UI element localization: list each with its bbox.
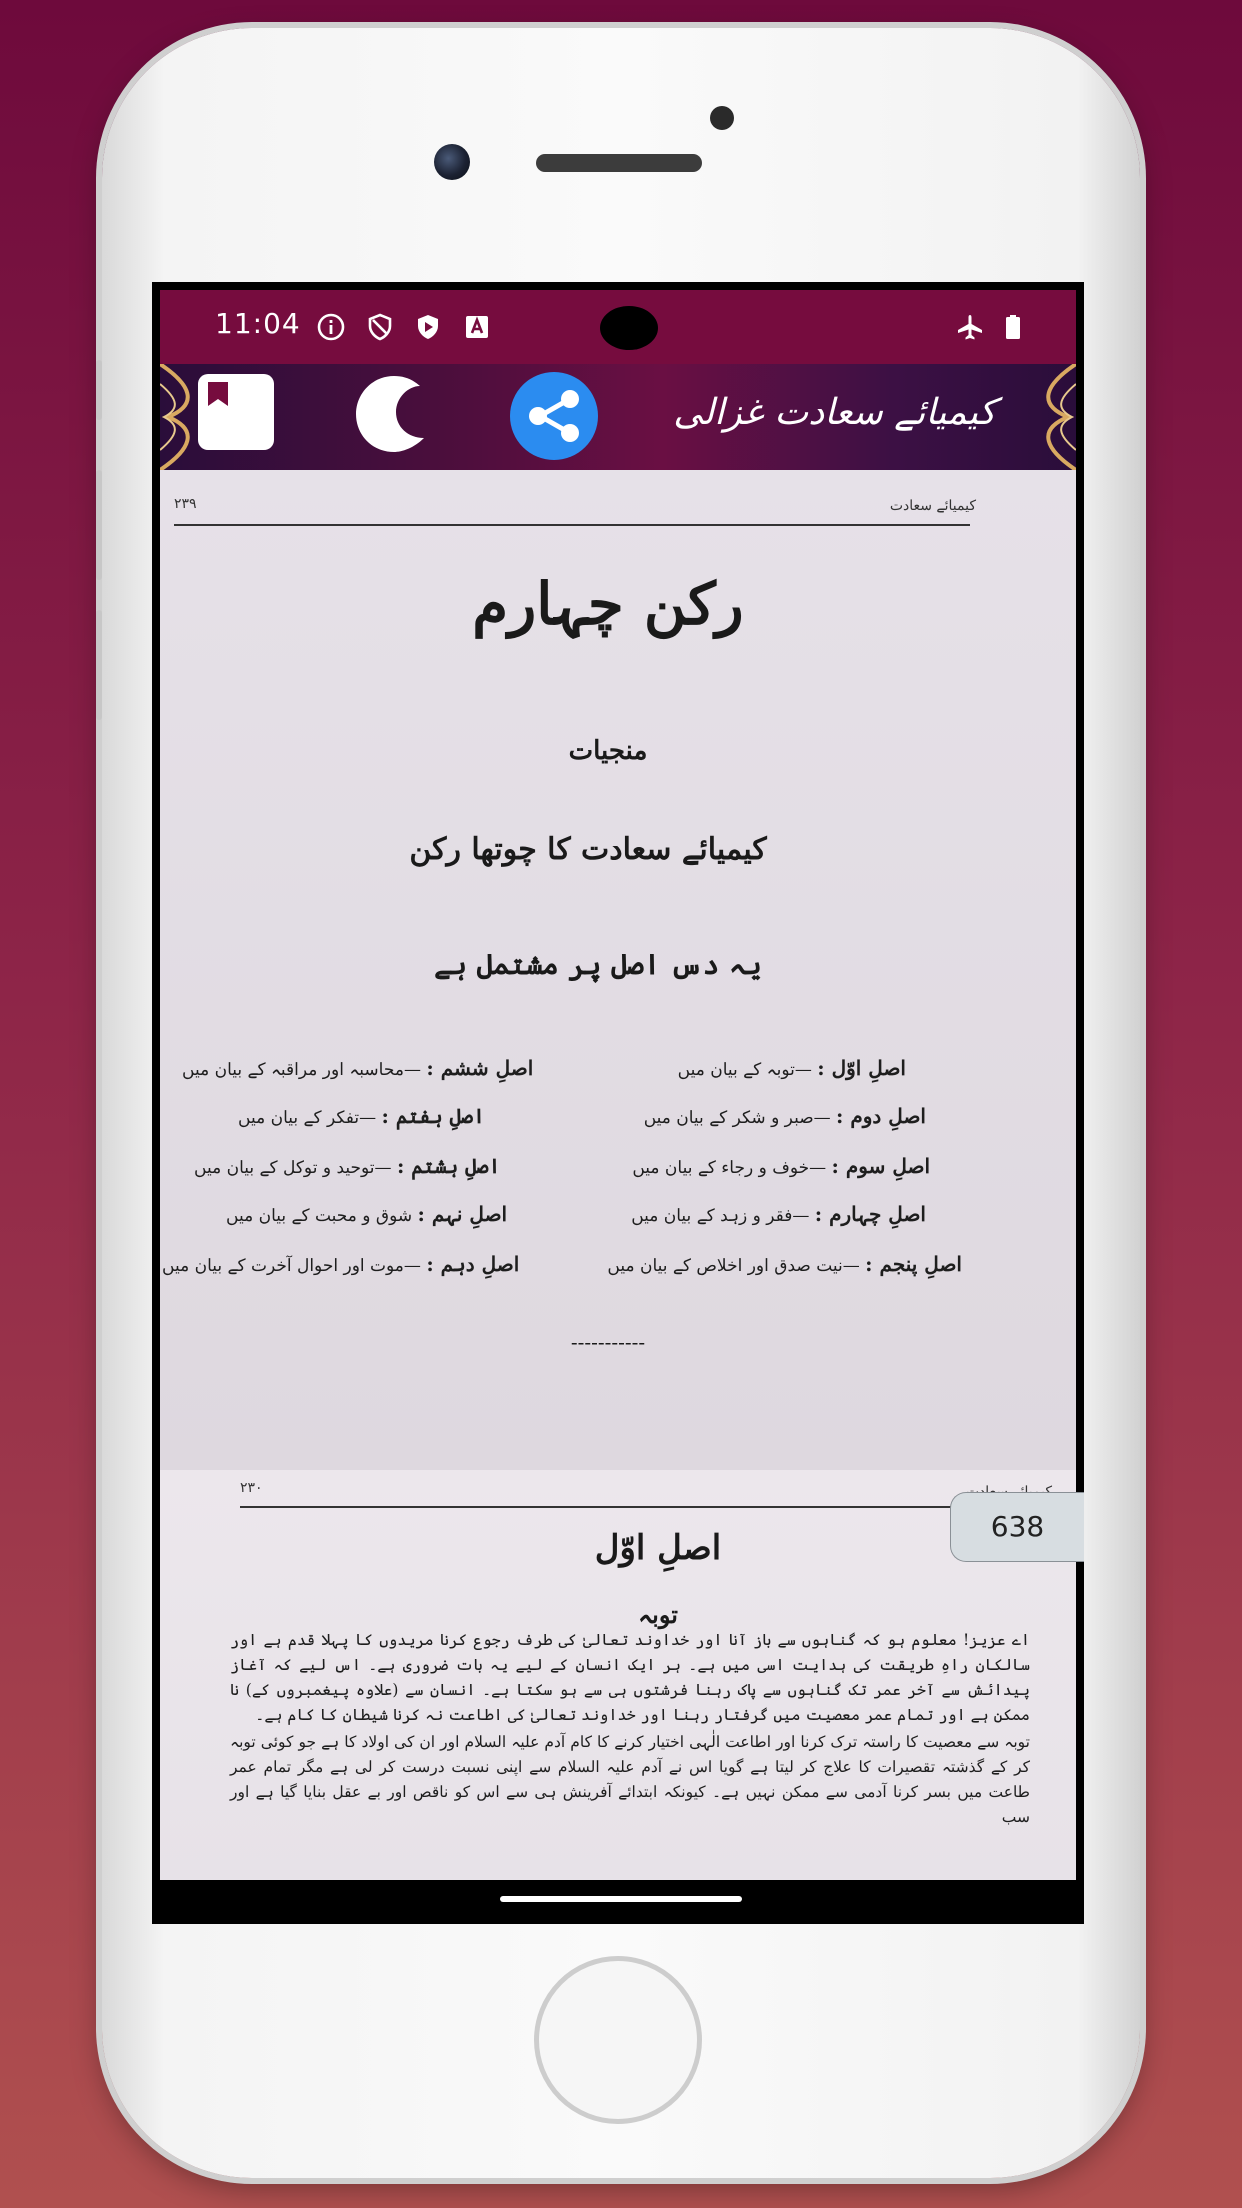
page-number-indicator[interactable]: 638: [950, 1492, 1084, 1562]
ten-principles-line: یہ دس اصل پر مشتمل ہے: [434, 948, 762, 981]
bookmark-button[interactable]: [198, 374, 274, 450]
app-toolbar: [160, 364, 1076, 470]
camera-cutout: [600, 306, 658, 350]
list-item: اصلِ چہارم : —فقر و زہد کے بیان میں: [631, 1202, 926, 1226]
play-protect-icon: [413, 312, 443, 342]
section-divider: -----------: [570, 1330, 646, 1354]
list-item: اصلِ دوم : —صبر و شکر کے بیان میں: [643, 1104, 926, 1128]
front-camera: [434, 144, 470, 180]
bookmark-icon: [198, 374, 274, 450]
section-heading: اصلِ اوّل: [594, 1528, 722, 1568]
page-number: ۲۳۹: [174, 496, 197, 512]
page-number: ۲۳۰: [240, 1480, 263, 1496]
header-rule: [240, 1506, 1070, 1508]
list-item: اصلِ سوم : —خوف و رجاء کے بیان میں: [632, 1154, 930, 1178]
body-paragraph: اے عزیز! معلوم ہو کہ گناہوں سے باز آنا اور خداوند تعالیٰ کی طرف رجوع کرنا مریدوں کا پہلا قدم ہے اور سالکان راہِ طریقت کی ہدایت اسی میں ہے۔ ہر ایک انسان کے لیے یہ بات ضروری ہے۔ اس لیے کہ آغاز پیدائش سے آخر عمر تک گناہوں سے پاک رہنا فرشتوں ہی سے ہو سکتا ہے۔ انسان سے (علاوہ پیغمبروں کے) نا ممکن ہے اور تمام عمر معصیت میں گرفتار رہنا اور خداوند تعالیٰ کی اطاعت نہ کرنا شیطان کا کام ہے۔: [230, 1631, 1030, 1724]
list-item: اصلِ ہفتم : —تفکر کے بیان میں: [238, 1104, 485, 1128]
book-page-viewer[interactable]: [160, 470, 1076, 1880]
book-page-240: [160, 1470, 1076, 1880]
body-paragraph: توبہ سے معصیت کا راستہ ترک کرنا اور اطاعت الٰہی اختیار کرنے کا کام آدم علیہ السلام اور ان کی اولاد کا ہے جو کوئی توبہ کر کے گذشتہ تقصیرات کا علاج کر لیتا ہے گویا اس نے آدم علیہ السلام سے اپنی نسبت درست کر لی ہے مگر تمام عمر طاعت میں بسر کرنا آدمی سے ممکن نہیں ہے۔ کیونکہ ابتدائے آفرینش ہی سے اس کو ناقص اور بے عقل بنایا گیا ہے اور سب: [230, 1733, 1030, 1826]
status-bar: [160, 290, 1076, 364]
shield-icon: [365, 312, 395, 342]
header-rule: [174, 524, 970, 526]
list-item: اصلِ ششم : —محاسبہ اور مراقبہ کے بیان میں: [182, 1056, 534, 1080]
book-fourth-part-line: کیمیائے سعادت کا چوتھا رکن: [409, 832, 767, 867]
right-ornament-icon: [1006, 364, 1076, 470]
volume-down-button: [96, 610, 102, 720]
app-title: کیمیائے سعادت غزالی: [673, 392, 996, 433]
home-button[interactable]: [534, 1956, 702, 2124]
list-item: اصلِ دہم : —موت اور احوال آخرت کے بیان میں: [162, 1252, 520, 1276]
phone-screen: [152, 282, 1084, 1924]
subheading: منجیات: [568, 736, 648, 766]
share-icon: [510, 372, 598, 460]
section-subheading: توبہ: [638, 1600, 678, 1629]
mute-switch: [96, 360, 102, 420]
airplane-icon: [955, 312, 985, 342]
info-icon: [316, 312, 346, 342]
share-button[interactable]: [510, 372, 598, 460]
battery-icon: [998, 312, 1028, 342]
font-icon: [462, 312, 492, 342]
list-item: اصلِ اوّل : —توبہ کے بیان میں: [677, 1056, 906, 1080]
moon-icon: [350, 372, 440, 454]
list-item: اصلِ پنجم : —نیت صدق اور اخلاص کے بیان میں: [607, 1252, 962, 1276]
status-time: 11:04: [215, 307, 301, 340]
home-gesture-handle[interactable]: [500, 1896, 742, 1902]
earpiece-speaker: [536, 154, 702, 172]
book-page-239: [160, 470, 1076, 1470]
list-item: اصلِ نہم : شوق و محبت کے بیان میں: [226, 1202, 508, 1226]
navigation-bar: [152, 1880, 1084, 1924]
list-item: اصلِ ہشتم : —توحید و توکل کے بیان میں: [194, 1154, 501, 1178]
page-heading: رکن چہارم: [472, 570, 744, 638]
night-mode-button[interactable]: [350, 372, 440, 454]
running-head: کیمیائے سعادت: [889, 498, 976, 514]
volume-up-button: [96, 470, 102, 580]
proximity-sensor: [710, 106, 734, 130]
